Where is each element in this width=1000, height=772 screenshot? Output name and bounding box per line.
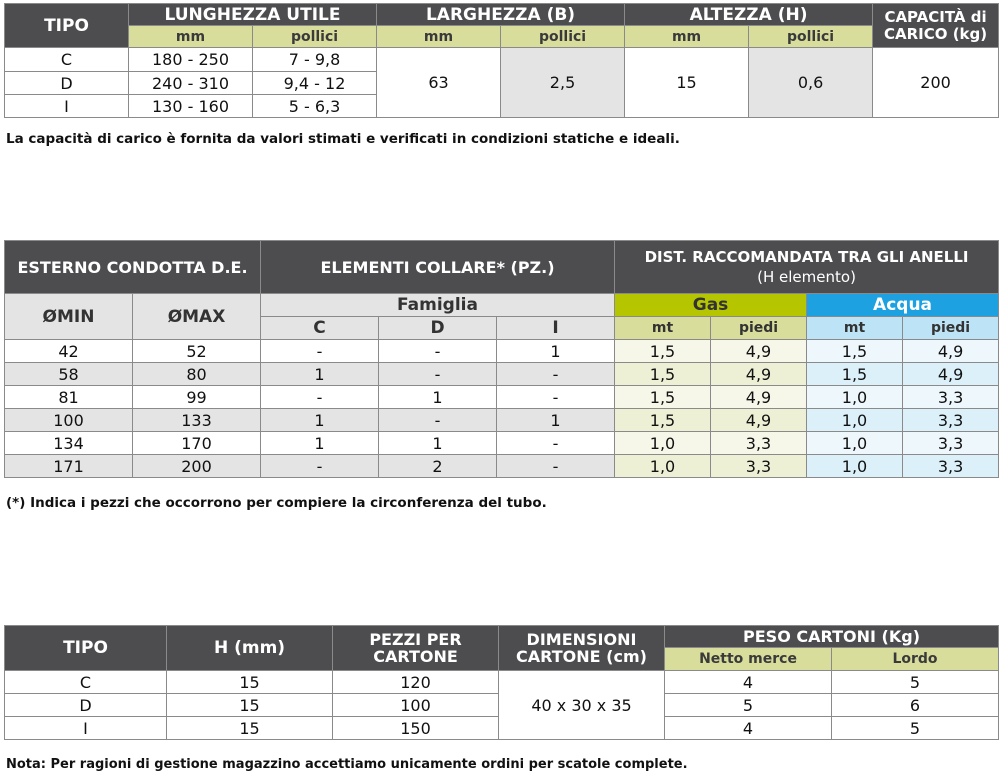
packaging-table (4, 625, 999, 740)
table-row (5, 386, 999, 409)
cell-min: 42 (5, 340, 133, 363)
cell-h: 15 (167, 671, 333, 694)
cell-pezzi: 100 (333, 694, 499, 717)
header-c: C (261, 317, 379, 340)
pipe-collar-rows (5, 340, 999, 478)
note-ordini: Nota: Per ragioni di gestione magazzino accettiamo unicamente ordini per scatole complete. (6, 757, 688, 772)
cell-pollici: 7 - 9,8 (253, 48, 377, 72)
cell-gas-mt: 1,5 (615, 340, 711, 363)
cell-acqua-mt: 1,5 (807, 340, 903, 363)
header-gas: Gas (615, 294, 807, 317)
cell-max: 200 (133, 455, 261, 478)
cell-gas-mt: 1,5 (615, 363, 711, 386)
cell-gas-mt: 1,0 (615, 455, 711, 478)
cell-max: 133 (133, 409, 261, 432)
cell-mm: 240 - 310 (129, 72, 253, 95)
cell-min: 100 (5, 409, 133, 432)
cell-max: 52 (133, 340, 261, 363)
header-h: H (mm) (167, 626, 333, 671)
unit-pollici: pollici (501, 26, 625, 48)
cell-tipo: C (5, 671, 167, 694)
unit-pollici: pollici (749, 26, 873, 48)
header-lunghezza: LUNGHEZZA UTILE (129, 4, 377, 26)
note-capacita: La capacità di carico è fornita da valori stimati e verificati in condizioni statiche e ideali. (6, 131, 680, 147)
cell-lordo: 5 (832, 671, 999, 694)
cell-i: - (497, 432, 615, 455)
cell-acqua-piedi: 3,3 (903, 409, 999, 432)
cell-d: 1 (379, 386, 497, 409)
header-dimensioni-text: DIMENSIONI CARTONE (cm) (516, 630, 647, 666)
cell-i: 1 (497, 340, 615, 363)
cell-acqua-mt: 1,0 (807, 386, 903, 409)
cell-gas-mt: 1,5 (615, 409, 711, 432)
header-dist (615, 241, 999, 294)
cell-max: 170 (133, 432, 261, 455)
cell-mm: 180 - 250 (129, 48, 253, 72)
cell-c: 1 (261, 363, 379, 386)
cell-tipo: D (5, 72, 129, 95)
unit-mm: mm (377, 26, 501, 48)
unit-mm: mm (625, 26, 749, 48)
header-altezza: ALTEZZA (H) (625, 4, 873, 26)
cell-gas-piedi: 4,9 (711, 340, 807, 363)
table-row (5, 363, 999, 386)
cell-altezza-mm: 15 (625, 48, 749, 118)
header-gas-mt: mt (615, 317, 711, 340)
header-i: I (497, 317, 615, 340)
cell-netto: 4 (665, 671, 832, 694)
cell-acqua-mt: 1,0 (807, 455, 903, 478)
cell-altezza-pollici: 0,6 (749, 48, 873, 118)
header-tipo: TIPO (5, 626, 167, 671)
cell-larghezza-mm: 63 (377, 48, 501, 118)
header-capacita-text: CAPACITÀ di CARICO (kg) (883, 7, 988, 43)
header-tipo: TIPO (5, 4, 129, 48)
cell-h: 15 (167, 717, 333, 740)
header-pezzi-text: PEZZI PER CARTONE (369, 630, 462, 666)
header-acqua-mt: mt (807, 317, 903, 340)
header-netto: Netto merce (665, 648, 832, 671)
cell-acqua-mt: 1,5 (807, 363, 903, 386)
cell-i: - (497, 386, 615, 409)
header-peso: PESO CARTONI (Kg) (665, 626, 999, 648)
header-elementi: ELEMENTI COLLARE* (PZ.) (261, 241, 615, 294)
table-row (5, 671, 999, 694)
cell-acqua-piedi: 3,3 (903, 386, 999, 409)
cell-min: 81 (5, 386, 133, 409)
cell-tipo: D (5, 694, 167, 717)
cell-acqua-piedi: 3,3 (903, 432, 999, 455)
cell-lordo: 6 (832, 694, 999, 717)
table-row (5, 48, 999, 72)
cell-tipo: I (5, 95, 129, 118)
header-gas-piedi: piedi (711, 317, 807, 340)
table-row (5, 432, 999, 455)
header-dist-line2: (H elemento) (757, 268, 856, 286)
cell-netto: 4 (665, 717, 832, 740)
cell-capacita: 200 (873, 48, 999, 118)
table-row (5, 340, 999, 363)
cell-h: 15 (167, 694, 333, 717)
header-max: ØMAX (133, 294, 261, 340)
header-esterno: ESTERNO CONDOTTA D.E. (5, 241, 261, 294)
cell-acqua-piedi: 4,9 (903, 340, 999, 363)
cell-tipo: I (5, 717, 167, 740)
table-row (5, 409, 999, 432)
unit-mm: mm (129, 26, 253, 48)
cell-pezzi: 120 (333, 671, 499, 694)
cell-d: - (379, 340, 497, 363)
cell-acqua-piedi: 4,9 (903, 363, 999, 386)
cell-gas-piedi: 4,9 (711, 363, 807, 386)
cell-min: 58 (5, 363, 133, 386)
cell-pollici: 9,4 - 12 (253, 72, 377, 95)
cell-gas-piedi: 4,9 (711, 409, 807, 432)
cell-c: 1 (261, 409, 379, 432)
cell-max: 80 (133, 363, 261, 386)
table-row (5, 455, 999, 478)
cell-i: 1 (497, 409, 615, 432)
header-famiglia: Famiglia (261, 294, 615, 317)
cell-min: 134 (5, 432, 133, 455)
cell-c: - (261, 340, 379, 363)
header-dimensioni (499, 626, 665, 671)
cell-pollici: 5 - 6,3 (253, 95, 377, 118)
header-min: ØMIN (5, 294, 133, 340)
cell-pezzi: 150 (333, 717, 499, 740)
cell-dimensioni: 40 x 30 x 35 (499, 671, 665, 740)
cell-c: - (261, 386, 379, 409)
cell-d: - (379, 363, 497, 386)
header-acqua: Acqua (807, 294, 999, 317)
cell-max: 99 (133, 386, 261, 409)
cell-larghezza-pollici: 2,5 (501, 48, 625, 118)
note-pezzi: (*) Indica i pezzi che occorrono per compiere la circonferenza del tubo. (6, 495, 547, 511)
cell-acqua-mt: 1,0 (807, 432, 903, 455)
cell-gas-piedi: 4,9 (711, 386, 807, 409)
cell-d: - (379, 409, 497, 432)
header-d: D (379, 317, 497, 340)
cell-gas-mt: 1,5 (615, 386, 711, 409)
cell-netto: 5 (665, 694, 832, 717)
cell-min: 171 (5, 455, 133, 478)
header-larghezza: LARGHEZZA (B) (377, 4, 625, 26)
cell-gas-piedi: 3,3 (711, 455, 807, 478)
cell-d: 1 (379, 432, 497, 455)
cell-acqua-piedi: 3,3 (903, 455, 999, 478)
cell-lordo: 5 (832, 717, 999, 740)
cell-c: - (261, 455, 379, 478)
header-pezzi (333, 626, 499, 671)
header-capacita (873, 4, 999, 48)
header-dist-line1: DIST. RACCOMANDATA TRA GLI ANELLI (644, 248, 969, 266)
dimensions-table (4, 3, 999, 118)
cell-d: 2 (379, 455, 497, 478)
unit-pollici: pollici (253, 26, 377, 48)
header-lordo: Lordo (832, 648, 999, 671)
cell-i: - (497, 363, 615, 386)
cell-tipo: C (5, 48, 129, 72)
cell-i: - (497, 455, 615, 478)
cell-c: 1 (261, 432, 379, 455)
cell-mm: 130 - 160 (129, 95, 253, 118)
cell-gas-piedi: 3,3 (711, 432, 807, 455)
cell-acqua-mt: 1,0 (807, 409, 903, 432)
cell-gas-mt: 1,0 (615, 432, 711, 455)
pipe-collar-table (4, 240, 999, 478)
header-acqua-piedi: piedi (903, 317, 999, 340)
